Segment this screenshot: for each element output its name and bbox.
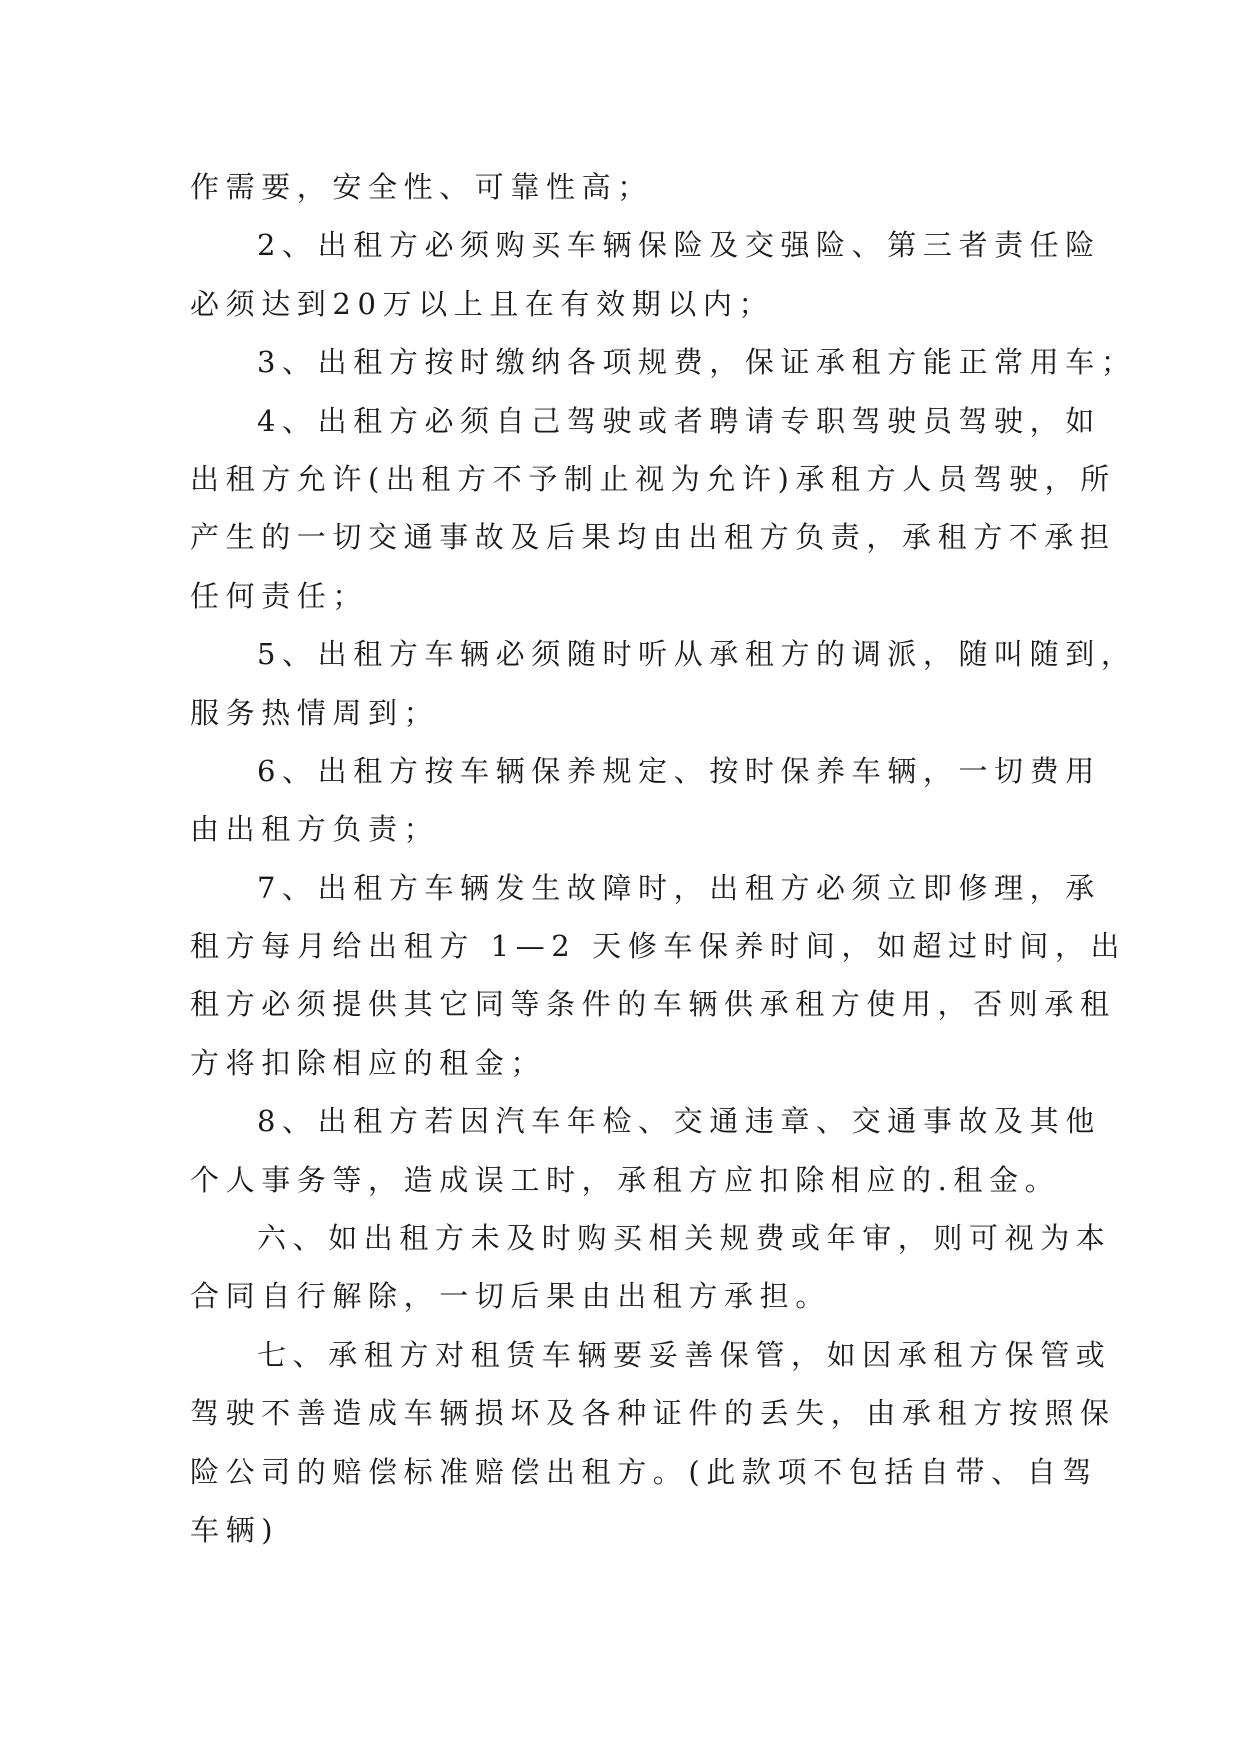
paragraph-7: [190, 859, 1127, 1093]
paragraph-8: [190, 1092, 1101, 1209]
text-line: 出租方允许(出租方不予制止视为允许)承租方人员驾驶，所: [190, 461, 1116, 496]
paragraph-6: [190, 742, 1101, 859]
paragraph-1: [190, 158, 1070, 216]
text-line: 合同自行解除，一切后果由出租方承担。: [190, 1279, 831, 1314]
text-line: 方将扣除相应的租金；: [190, 1045, 547, 1080]
text-line: 3、出租方按时缴纳各项规费，保证承租方能正常用车；: [257, 345, 1137, 380]
text-line: 车辆): [190, 1512, 280, 1547]
text-line: 七、承租方对租赁车辆要妥善保管，如因承租方保管或: [257, 1337, 1112, 1372]
text-line: 租方每月给出租方 1—2 天修车保养时间，如超过时间，出: [190, 929, 1127, 964]
text-line: 8、出租方若因汽车年检、交通违章、交通事故及其他: [257, 1104, 1101, 1139]
text-line: 由出租方负责；: [190, 812, 440, 847]
text-line: 5、出租方车辆必须随时听从承租方的调派，随叫随到，: [257, 637, 1137, 672]
text-line: 服务热情周到；: [190, 695, 440, 730]
paragraph-5: [190, 625, 1137, 742]
text-line: 作需要，安全性、可靠性高；: [190, 170, 653, 204]
text-line: 必须达到20万以上且在有效期以内；: [190, 286, 775, 321]
text-line: 驾驶不善造成车辆损坏及各种证件的丢失，由承租方按照保: [190, 1396, 1116, 1431]
text-line: 六、如出租方未及时购买相关规费或年审，则可视为本: [257, 1221, 1112, 1256]
text-line: 6、出租方按车辆保养规定、按时保养车辆，一切费用: [257, 753, 1101, 788]
text-line: 产生的一切交通事故及后果均由出租方负责，承租方不承担: [190, 520, 1116, 555]
paragraph-3: [190, 333, 1137, 391]
text-line: 任何责任；: [190, 578, 369, 613]
paragraph-9: [190, 1209, 1112, 1326]
text-line: 4、出租方必须自己驾驶或者聘请专职驾驶员驾驶，如: [257, 403, 1101, 438]
text-line: 2、出租方必须购买车辆保险及交强险、第三者责任险: [257, 228, 1101, 263]
text-line: 租方必须提供其它同等条件的车辆供承租方使用，否则承租: [190, 987, 1116, 1022]
paragraph-4: [190, 392, 1116, 626]
paragraph-2: [190, 216, 1101, 333]
paragraph-10: [190, 1326, 1116, 1560]
text-line: 7、出租方车辆发生故障时，出租方必须立即修理，承: [257, 870, 1101, 905]
text-line: 个人事务等，造成误工时，承租方应扣除相应的.租金。: [190, 1162, 1061, 1197]
text-line: 险公司的赔偿标准赔偿出租方。(此款项不包括自带、自驾: [190, 1454, 1098, 1489]
document-body: [190, 158, 1137, 1559]
